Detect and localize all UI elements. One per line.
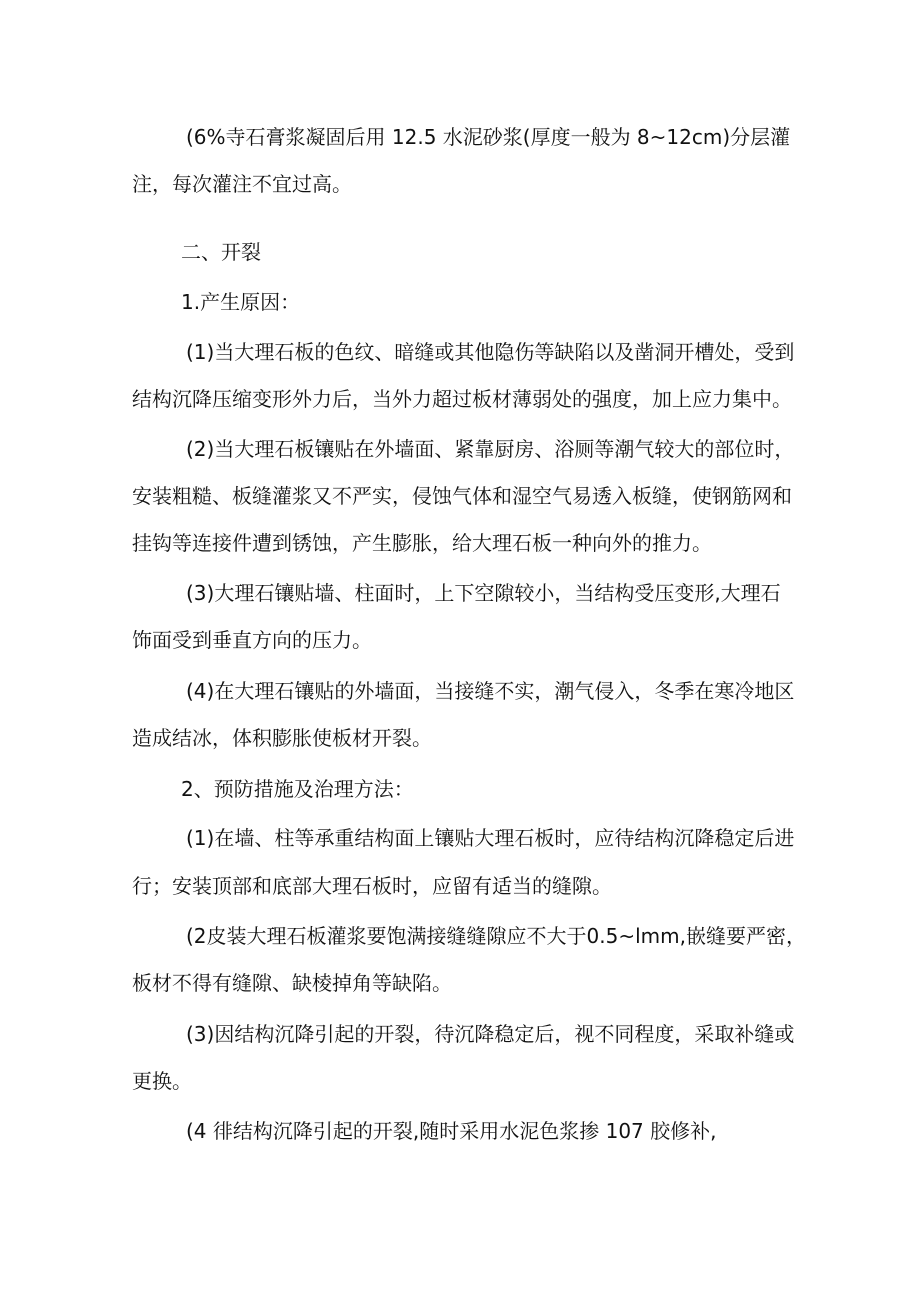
section-heading: 二、开裂 <box>181 240 261 264</box>
paragraph-line: 安装粗糙、板缝灌浆又不严实，侵蚀气体和湿空气易透入板缝，使钢筋网和 <box>132 484 792 508</box>
paragraph-line: 饰面受到垂直方向的压力。 <box>132 628 372 652</box>
paragraph-line: (1)在墙、柱等承重结构面上镶贴大理石板时，应待结构沉降稳定后进 <box>186 826 795 850</box>
paragraph-line: (3)大理石镶贴墙、柱面时，上下空隙较小，当结构受压变形,大理石 <box>186 581 781 605</box>
paragraph-line: (2皮装大理石板灌浆要饱满接缝缝隙应不大于0.5~lmm,嵌缝要严密， <box>186 924 806 948</box>
paragraph-line: (3)因结构沉降引起的开裂，待沉降稳定后，视不同程度，采取补缝或 <box>186 1022 795 1046</box>
subsection-heading: 2、预防措施及治理方法： <box>181 777 414 801</box>
paragraph-line: 注，每次灌注不宜过高。 <box>132 172 352 196</box>
subsection-heading: 1.产生原因： <box>181 290 301 314</box>
paragraph-line: 行；安装顶部和底部大理石板时，应留有适当的缝隙。 <box>132 874 612 898</box>
paragraph-line: (6%寺石膏浆凝固后用 12.5 水泥砂浆(厚度一般为 8~12cm)分层灌 <box>186 125 791 149</box>
paragraph-line: 挂钩等连接件遭到锈蚀，产生膨胀，给大理石板一种向外的推力。 <box>132 531 712 555</box>
paragraph-line: 造成结冰，体积膨胀使板材开裂。 <box>132 726 432 750</box>
paragraph-line: (4 徘结构沉降引起的开裂,随时采用水泥色浆掺 107 胶修补, <box>186 1119 717 1143</box>
paragraph-line: (4)在大理石镶贴的外墙面，当接缝不实，潮气侵入，冬季在寒冷地区 <box>186 679 795 703</box>
paragraph-line: 结构沉降压缩变形外力后，当外力超过板材薄弱处的强度，加上应力集中。 <box>132 387 792 411</box>
paragraph-line: 更换。 <box>132 1069 192 1093</box>
paragraph-line: 板材不得有缝隙、缺棱掉角等缺陷。 <box>132 971 452 995</box>
paragraph-line: (2)当大理石板镶贴在外墙面、紧靠厨房、浴厕等潮气较大的部位时， <box>186 437 795 461</box>
paragraph-line: (1)当大理石板的色纹、暗缝或其他隐伤等缺陷以及凿洞开槽处，受到 <box>186 340 795 364</box>
